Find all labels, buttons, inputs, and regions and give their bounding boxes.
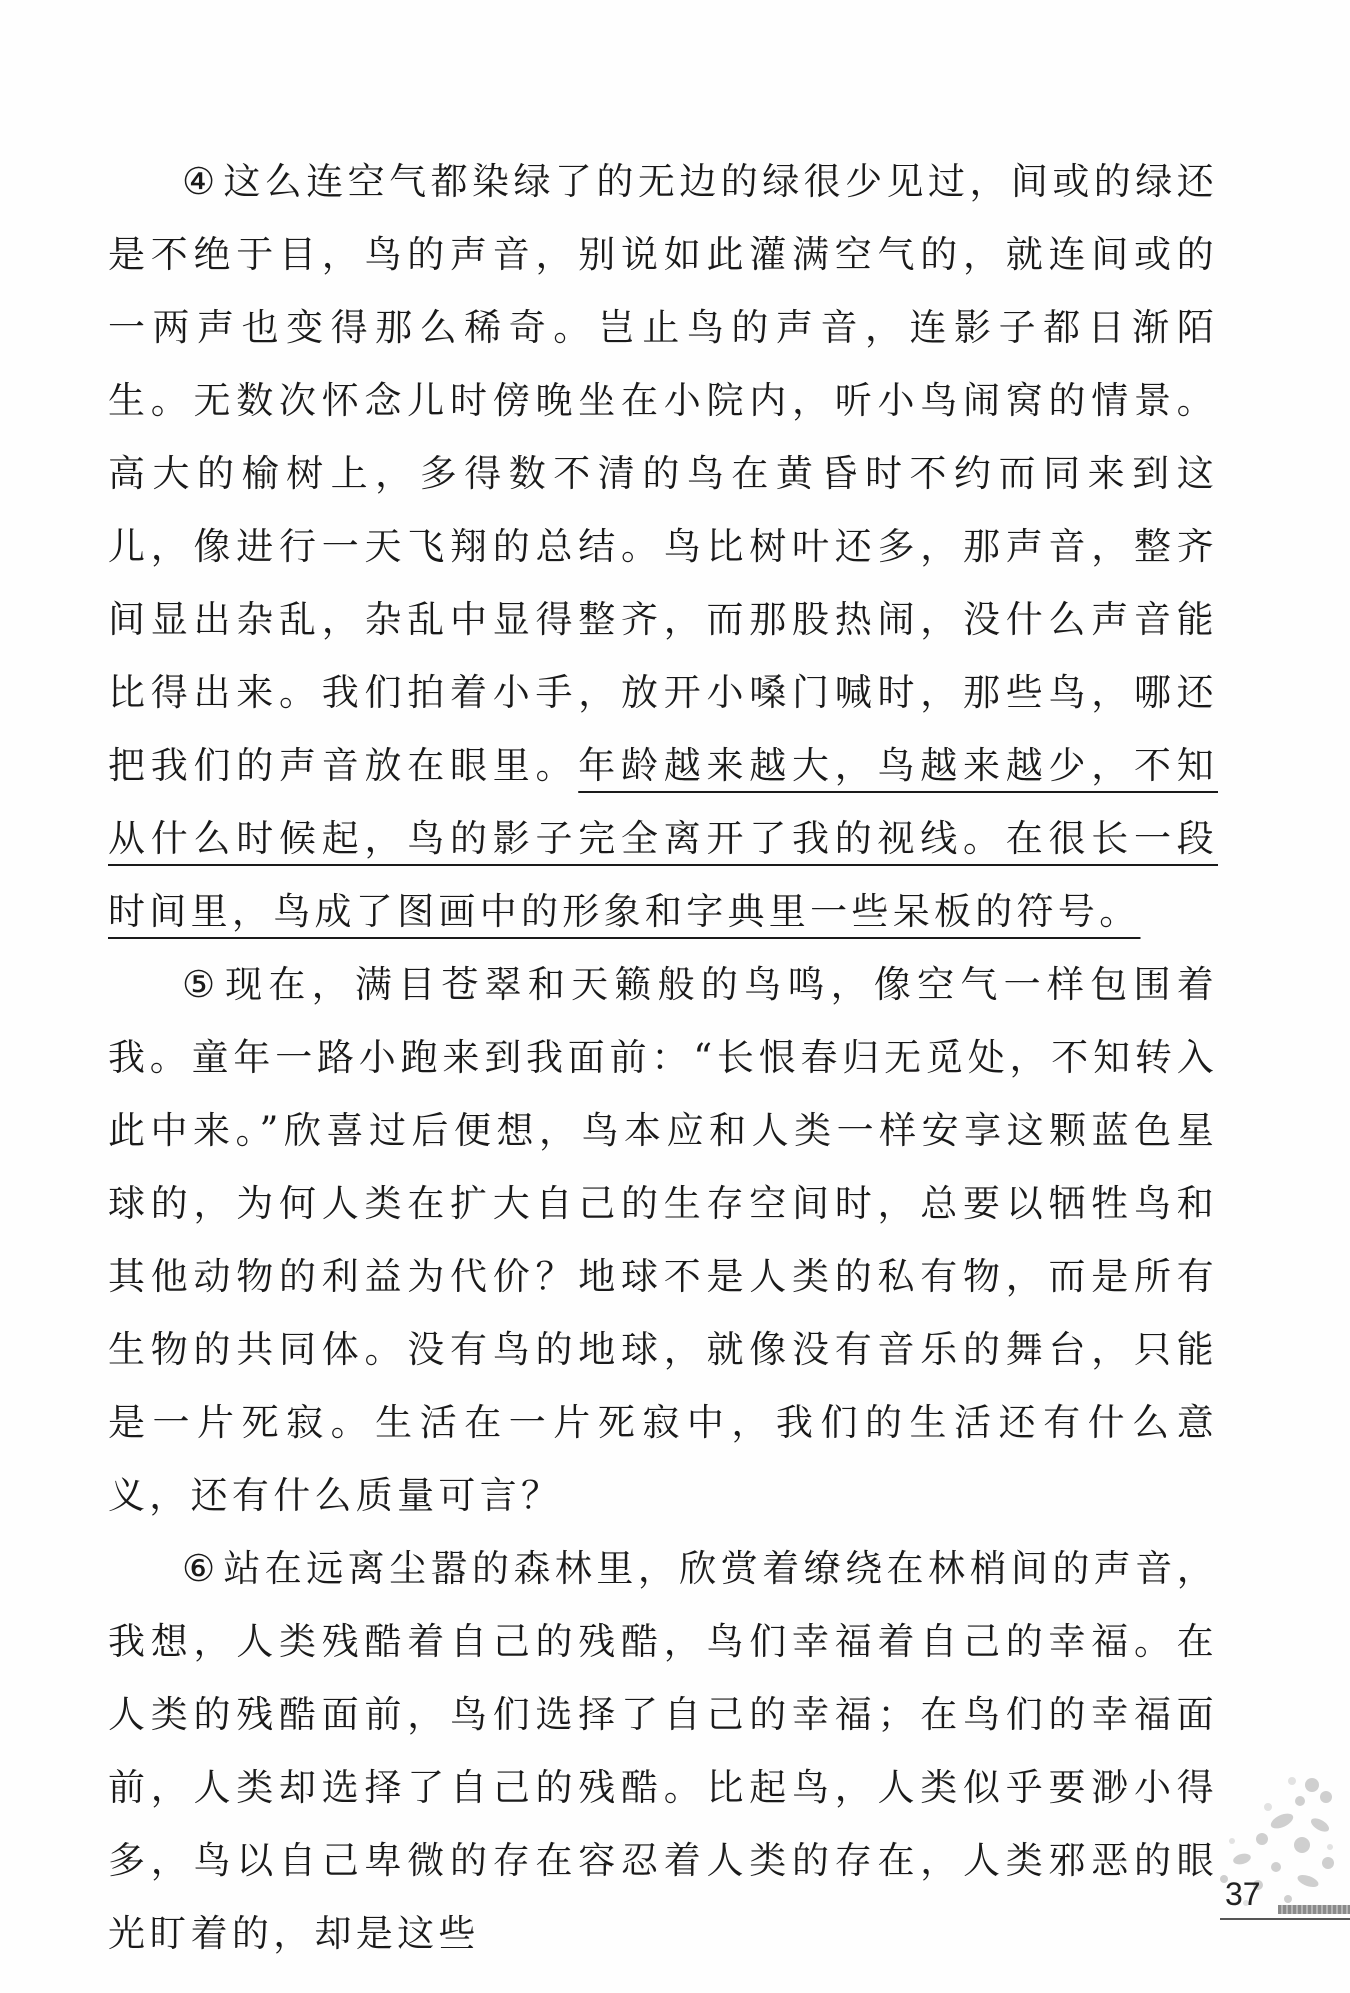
paragraph-number: ④ <box>182 160 216 203</box>
paragraph-5 <box>108 948 1218 1532</box>
leaf-pattern-icon <box>1202 1763 1342 1923</box>
paragraph-text: 这么连空气都染绿了的无边的绿很少见过，间或的绿还是不绝于目，鸟的声音，别说如此灌满空气的，就连间或的一两声也变得那么稀奇。岂止鸟的声音，连影子都日渐陌生。无数次怀念儿时傍晚坐在小院内，听小鸟闹窝的情景。高大的榆树上，多得数不清的鸟在黄昏时不约而同来到这儿，像进行一天飞翔的总结。鸟比树叶还多，那声音，整齐间显出杂乱，杂乱中显得整齐，而那股热闹，没什么声音能比得出来。我们拍着小手，放开小嗓门喊时，那些鸟，哪还把我们的声音放在眼里。 <box>108 160 1219 787</box>
text-body <box>108 145 1218 1970</box>
paragraph-4 <box>108 145 1218 948</box>
underlined-text: 年龄越来越大，鸟越来越少，不知从什么时候起，鸟的影子完全离开了我的视线。在很长一段时间里，鸟成了图画中的形象和字典里一些呆板的符号。 <box>108 744 1218 933</box>
page-number-rule <box>1220 1918 1350 1920</box>
page-number-bar <box>1278 1905 1350 1914</box>
paragraph-text: 现在，满目苍翠和天籁般的鸟鸣，像空气一样包围着我。童年一路小跑来到我面前：“长恨春归无觅处，不知转入此中来。”欣喜过后便想，鸟本应和人类一样安享这颗蓝色星球的，为何人类在扩大自己的生存空间时，总要以牺牲鸟和其他动物的利益为代价？地球不是人类的私有物，而是所有生物的共同体。没有鸟的地球，就像没有音乐的舞台，只能是一片死寂。生活在一片死寂中，我们的生活还有什么意义，还有什么质量可言？ <box>108 963 1218 1517</box>
paragraph-text: 站在远离尘嚣的森林里，欣赏着缭绕在林梢间的声音，我想，人类残酷着自己的残酷，鸟们幸福着自己的幸福。在人类的残酷面前，鸟们选择了自己的幸福；在鸟们的幸福面前，人类却选择了自己的残酷。比起鸟，人类似乎要渺小得多，鸟以自己卑微的存在容忍着人类的存在，人类邪恶的眼光盯着的，却是这些 <box>108 1547 1219 1955</box>
paragraph-6 <box>108 1532 1218 1970</box>
paragraph-number: ⑥ <box>182 1547 216 1590</box>
page-footer <box>1190 1763 1350 1993</box>
paragraph-number: ⑤ <box>182 963 218 1006</box>
page-number: 37 <box>1225 1876 1261 1912</box>
